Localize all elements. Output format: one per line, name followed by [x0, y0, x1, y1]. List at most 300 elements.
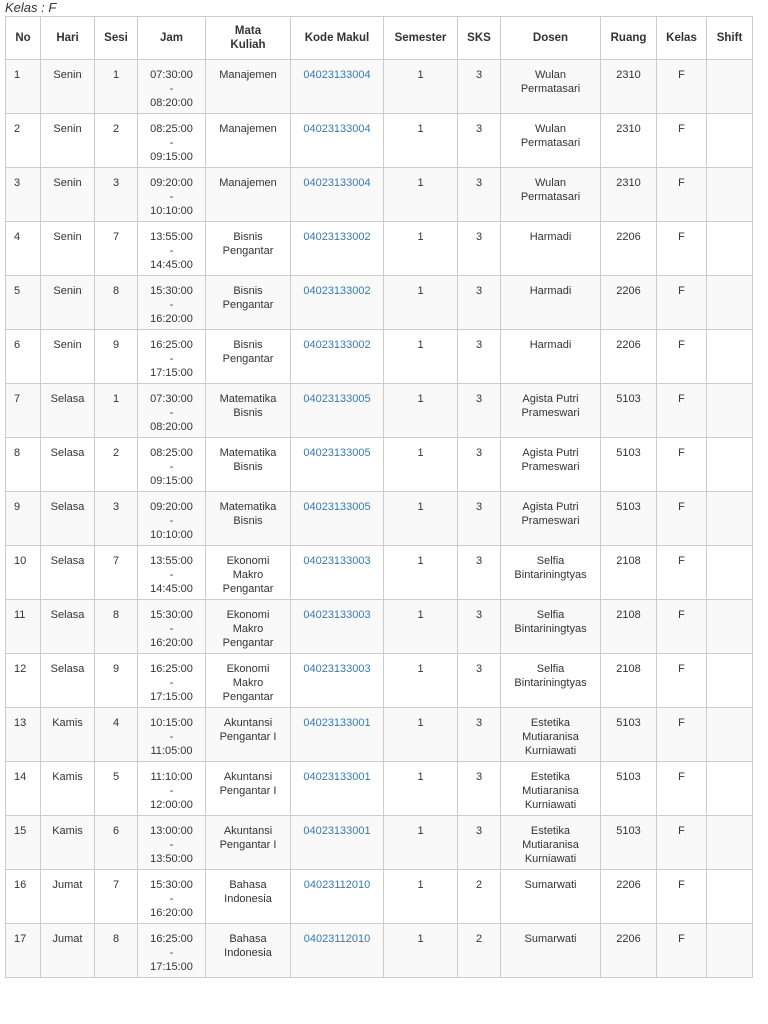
table-row	[6, 762, 753, 816]
table-row	[6, 330, 753, 384]
cell-sesi: 1	[95, 60, 138, 114]
cell-kode-makul	[291, 114, 384, 168]
cell-semester: 1	[384, 708, 458, 762]
cell-kelas: F	[657, 60, 707, 114]
course-code-link[interactable]: 04023133003	[303, 609, 371, 621]
cell-no: 8	[6, 438, 41, 492]
cell-kode-makul	[291, 438, 384, 492]
cell-dosen-line: Estetika	[530, 771, 571, 783]
cell-jam-line: 08:20:00	[150, 97, 193, 109]
cell-mata-kuliah	[206, 222, 291, 276]
cell-mata-kuliah-line: Matematika	[219, 447, 277, 459]
cell-mata-kuliah-line: Pengantar I	[219, 731, 277, 743]
cell-mata-kuliah-line: Ekonomi	[226, 555, 270, 567]
cell-shift	[707, 330, 753, 384]
cell-dosen	[501, 168, 601, 222]
cell-no: 2	[6, 114, 41, 168]
cell-kode-makul	[291, 870, 384, 924]
cell-mata-kuliah-line: Bisnis	[233, 407, 263, 419]
cell-jam-line: 08:20:00	[150, 421, 193, 433]
cell-mata-kuliah-line: Pengantar I	[219, 839, 277, 851]
cell-kode-makul	[291, 492, 384, 546]
cell-ruang: 5103	[601, 816, 657, 870]
cell-dosen	[501, 600, 601, 654]
cell-dosen-line: Agista Putri	[522, 501, 579, 513]
cell-jam-line: -	[169, 299, 174, 311]
cell-jam-line: 15:30:00	[150, 285, 193, 297]
cell-no: 9	[6, 492, 41, 546]
cell-jam-line: -	[169, 83, 174, 95]
header-row	[6, 17, 753, 60]
cell-mata-kuliah-line: Bahasa	[229, 879, 267, 891]
cell-dosen-line: Selfia	[536, 663, 565, 675]
cell-mata-kuliah-line: Ekonomi	[226, 609, 270, 621]
cell-no: 14	[6, 762, 41, 816]
cell-jam-line: 16:25:00	[150, 663, 193, 675]
course-code-link[interactable]: 04023133005	[303, 447, 371, 459]
cell-jam-line: -	[169, 677, 174, 689]
cell-mata-kuliah-line: Matematika	[219, 393, 277, 405]
cell-sks: 2	[458, 924, 501, 978]
table-row	[6, 654, 753, 708]
schedule-body	[6, 60, 753, 978]
cell-jam-line: 16:20:00	[150, 637, 193, 649]
cell-ruang: 5103	[601, 762, 657, 816]
cell-semester: 1	[384, 114, 458, 168]
cell-dosen-line: Prameswari	[521, 461, 580, 473]
course-code-link[interactable]: 04023133001	[303, 771, 371, 783]
cell-hari: Selasa	[41, 600, 95, 654]
header-kode-makul: Kode Makul	[291, 17, 384, 60]
cell-kode-makul	[291, 816, 384, 870]
cell-mata-kuliah-line: Indonesia	[224, 893, 272, 905]
course-code-link[interactable]: 04023133001	[303, 825, 371, 837]
cell-dosen-line: Selfia	[536, 555, 565, 567]
course-code-link[interactable]: 04023133003	[303, 663, 371, 675]
cell-dosen	[501, 222, 601, 276]
cell-sks: 3	[458, 546, 501, 600]
cell-mata-kuliah-line: Makro	[232, 569, 264, 581]
cell-dosen	[501, 708, 601, 762]
cell-mata-kuliah	[206, 708, 291, 762]
cell-jam-line: 07:30:00	[150, 393, 193, 405]
cell-kelas: F	[657, 762, 707, 816]
cell-jam	[138, 330, 206, 384]
cell-jam-line: -	[169, 893, 174, 905]
cell-dosen-line: Kurniawati	[524, 853, 577, 865]
course-code-link[interactable]: 04023133002	[303, 231, 371, 243]
cell-shift	[707, 222, 753, 276]
cell-jam-line: 13:55:00	[150, 555, 193, 567]
cell-shift	[707, 438, 753, 492]
table-row	[6, 114, 753, 168]
cell-sks: 3	[458, 708, 501, 762]
cell-jam	[138, 222, 206, 276]
cell-dosen	[501, 924, 601, 978]
cell-shift	[707, 708, 753, 762]
cell-mata-kuliah-line: Akuntansi	[223, 825, 273, 837]
cell-shift	[707, 168, 753, 222]
cell-dosen	[501, 114, 601, 168]
cell-jam-line: 10:10:00	[150, 205, 193, 217]
cell-sesi: 9	[95, 330, 138, 384]
cell-dosen-line: Agista Putri	[522, 393, 579, 405]
course-code-link[interactable]: 04023133004	[303, 177, 371, 189]
cell-dosen-line: Agista Putri	[522, 447, 579, 459]
cell-hari: Selasa	[41, 546, 95, 600]
header-sesi: Sesi	[95, 17, 138, 60]
cell-sks: 3	[458, 114, 501, 168]
cell-mata-kuliah-line: Akuntansi	[223, 771, 273, 783]
table-row	[6, 222, 753, 276]
course-code-link[interactable]: 04023112010	[303, 879, 371, 891]
cell-mata-kuliah	[206, 384, 291, 438]
cell-ruang: 2310	[601, 60, 657, 114]
table-row	[6, 384, 753, 438]
cell-mata-kuliah-line: Makro	[232, 677, 264, 689]
cell-mata-kuliah	[206, 492, 291, 546]
cell-jam	[138, 276, 206, 330]
cell-semester: 1	[384, 816, 458, 870]
cell-shift	[707, 276, 753, 330]
cell-dosen	[501, 492, 601, 546]
cell-mata-kuliah-line: Bisnis	[233, 461, 263, 473]
course-code-link[interactable]: 04023112010	[303, 933, 371, 945]
cell-dosen-line: Prameswari	[521, 515, 580, 527]
cell-kode-makul	[291, 924, 384, 978]
cell-no: 1	[6, 60, 41, 114]
cell-jam-line: 09:15:00	[150, 475, 193, 487]
cell-no: 6	[6, 330, 41, 384]
cell-jam-line: 11:10:00	[150, 771, 193, 783]
cell-kelas: F	[657, 924, 707, 978]
course-code-link[interactable]: 04023133005	[303, 393, 371, 405]
course-code-link[interactable]: 04023133003	[303, 555, 371, 567]
cell-sesi: 7	[95, 870, 138, 924]
cell-jam-line: 14:45:00	[150, 583, 193, 595]
cell-kelas: F	[657, 600, 707, 654]
cell-shift	[707, 546, 753, 600]
cell-jam-line: 13:50:00	[150, 853, 193, 865]
cell-mata-kuliah	[206, 546, 291, 600]
cell-jam-line: 15:30:00	[150, 879, 193, 891]
cell-hari: Senin	[41, 114, 95, 168]
cell-dosen-line: Harmadi	[529, 231, 572, 243]
cell-shift	[707, 870, 753, 924]
cell-mata-kuliah	[206, 816, 291, 870]
cell-dosen	[501, 654, 601, 708]
table-row	[6, 924, 753, 978]
cell-jam-line: -	[169, 407, 174, 419]
cell-kode-makul	[291, 654, 384, 708]
cell-jam-line: -	[169, 623, 174, 635]
cell-jam-line: -	[169, 137, 174, 149]
cell-jam-line: 12:00:00	[150, 799, 193, 811]
cell-jam-line: 11:05:00	[150, 745, 193, 757]
cell-jam-line: -	[169, 245, 174, 257]
header-hari: Hari	[41, 17, 95, 60]
cell-mata-kuliah-line: Pengantar	[222, 691, 274, 703]
cell-jam-line: 14:45:00	[150, 259, 193, 271]
cell-mata-kuliah	[206, 276, 291, 330]
cell-no: 12	[6, 654, 41, 708]
cell-semester: 1	[384, 492, 458, 546]
cell-dosen-line: Mutiaranisa	[522, 839, 579, 851]
cell-mata-kuliah	[206, 654, 291, 708]
cell-mata-kuliah-line: Matematika	[219, 501, 277, 513]
cell-dosen	[501, 384, 601, 438]
cell-semester: 1	[384, 762, 458, 816]
cell-jam-line: 09:20:00	[150, 501, 193, 513]
cell-jam-line: 17:15:00	[150, 367, 193, 379]
class-caption: Kelas : F	[5, 0, 57, 15]
cell-mata-kuliah-line: Bisnis	[233, 285, 263, 297]
cell-dosen-line: Wulan	[535, 69, 566, 81]
cell-mata-kuliah-line: Indonesia	[224, 947, 272, 959]
cell-shift	[707, 114, 753, 168]
cell-jam	[138, 60, 206, 114]
cell-jam	[138, 762, 206, 816]
cell-hari: Selasa	[41, 492, 95, 546]
cell-jam	[138, 438, 206, 492]
cell-jam-line: 10:15:00	[150, 717, 193, 729]
cell-semester: 1	[384, 438, 458, 492]
header-semester: Semester	[384, 17, 458, 60]
cell-jam	[138, 708, 206, 762]
cell-jam-line: -	[169, 353, 174, 365]
cell-ruang: 2108	[601, 654, 657, 708]
table-row	[6, 816, 753, 870]
cell-kode-makul	[291, 384, 384, 438]
cell-hari: Kamis	[41, 762, 95, 816]
cell-ruang: 2206	[601, 330, 657, 384]
cell-hari: Kamis	[41, 816, 95, 870]
cell-mata-kuliah-line: Manajemen	[219, 123, 277, 135]
cell-kelas: F	[657, 870, 707, 924]
cell-jam	[138, 654, 206, 708]
cell-mata-kuliah-line: Bisnis	[233, 339, 263, 351]
cell-mata-kuliah-line: Bisnis	[233, 231, 263, 243]
cell-no: 16	[6, 870, 41, 924]
cell-dosen-line: Permatasari	[520, 191, 581, 203]
cell-mata-kuliah	[206, 60, 291, 114]
cell-mata-kuliah	[206, 870, 291, 924]
cell-jam-line: 13:55:00	[150, 231, 193, 243]
cell-dosen	[501, 546, 601, 600]
cell-mata-kuliah	[206, 168, 291, 222]
cell-sks: 2	[458, 870, 501, 924]
cell-jam-line: -	[169, 569, 174, 581]
cell-kelas: F	[657, 816, 707, 870]
cell-semester: 1	[384, 546, 458, 600]
course-code-link[interactable]: 04023133002	[303, 285, 371, 297]
cell-kelas: F	[657, 384, 707, 438]
cell-mata-kuliah	[206, 114, 291, 168]
cell-kelas: F	[657, 330, 707, 384]
cell-hari: Senin	[41, 276, 95, 330]
cell-jam-line: 07:30:00	[150, 69, 193, 81]
cell-no: 15	[6, 816, 41, 870]
cell-mata-kuliah-line: Manajemen	[219, 177, 277, 189]
cell-shift	[707, 60, 753, 114]
cell-mata-kuliah	[206, 438, 291, 492]
cell-no: 13	[6, 708, 41, 762]
schedule-table	[5, 16, 753, 978]
cell-hari: Selasa	[41, 654, 95, 708]
cell-no: 7	[6, 384, 41, 438]
header-jam: Jam	[138, 17, 206, 60]
cell-mata-kuliah-line: Pengantar	[222, 583, 274, 595]
cell-shift	[707, 492, 753, 546]
cell-hari: Jumat	[41, 870, 95, 924]
cell-no: 3	[6, 168, 41, 222]
cell-jam-line: 16:20:00	[150, 313, 193, 325]
cell-sks: 3	[458, 168, 501, 222]
cell-jam-line: -	[169, 947, 174, 959]
cell-jam	[138, 384, 206, 438]
cell-jam	[138, 816, 206, 870]
cell-sesi: 1	[95, 384, 138, 438]
cell-semester: 1	[384, 276, 458, 330]
cell-kelas: F	[657, 222, 707, 276]
cell-kelas: F	[657, 438, 707, 492]
cell-sks: 3	[458, 60, 501, 114]
cell-mata-kuliah	[206, 330, 291, 384]
header-sks: SKS	[458, 17, 501, 60]
cell-shift	[707, 924, 753, 978]
cell-dosen	[501, 330, 601, 384]
cell-ruang: 2310	[601, 168, 657, 222]
cell-sesi: 2	[95, 114, 138, 168]
course-code-link[interactable]: 04023133001	[303, 717, 371, 729]
cell-sesi: 4	[95, 708, 138, 762]
cell-kode-makul	[291, 762, 384, 816]
cell-no: 5	[6, 276, 41, 330]
cell-dosen-line: Sumarwati	[524, 879, 577, 891]
cell-mata-kuliah-line: Manajemen	[219, 69, 277, 81]
cell-sesi: 8	[95, 600, 138, 654]
cell-sks: 3	[458, 222, 501, 276]
cell-dosen-line: Wulan	[535, 177, 566, 189]
cell-jam	[138, 114, 206, 168]
cell-hari: Jumat	[41, 924, 95, 978]
cell-kelas: F	[657, 654, 707, 708]
cell-sks: 3	[458, 816, 501, 870]
course-code-link[interactable]: 04023133004	[303, 69, 371, 81]
cell-sesi: 3	[95, 492, 138, 546]
cell-semester: 1	[384, 168, 458, 222]
course-code-link[interactable]: 04023133004	[303, 123, 371, 135]
cell-kode-makul	[291, 276, 384, 330]
cell-dosen	[501, 60, 601, 114]
cell-dosen	[501, 762, 601, 816]
cell-jam-line: -	[169, 731, 174, 743]
cell-no: 4	[6, 222, 41, 276]
cell-mata-kuliah	[206, 924, 291, 978]
cell-kode-makul	[291, 168, 384, 222]
cell-mata-kuliah-line: Pengantar I	[219, 785, 277, 797]
cell-jam-line: 17:15:00	[150, 961, 193, 973]
table-row	[6, 276, 753, 330]
cell-ruang: 2206	[601, 222, 657, 276]
cell-dosen-line: Mutiaranisa	[522, 785, 579, 797]
cell-shift	[707, 600, 753, 654]
cell-mata-kuliah-line: Pengantar	[222, 245, 274, 257]
cell-semester: 1	[384, 600, 458, 654]
cell-dosen-line: Bintariningtyas	[514, 569, 587, 581]
cell-sks: 3	[458, 600, 501, 654]
header-kelas: Kelas	[657, 17, 707, 60]
cell-dosen-line: Estetika	[530, 717, 571, 729]
cell-kelas: F	[657, 276, 707, 330]
cell-kode-makul	[291, 60, 384, 114]
cell-jam-line: 16:25:00	[150, 933, 193, 945]
cell-jam-line: 09:20:00	[150, 177, 193, 189]
header-ruang: Ruang	[601, 17, 657, 60]
cell-hari: Selasa	[41, 438, 95, 492]
cell-sesi: 5	[95, 762, 138, 816]
table-row	[6, 492, 753, 546]
cell-sks: 3	[458, 654, 501, 708]
cell-no: 11	[6, 600, 41, 654]
cell-dosen	[501, 870, 601, 924]
cell-sks: 3	[458, 762, 501, 816]
header-mata-kuliah: Mata Kuliah	[206, 17, 291, 60]
cell-sesi: 7	[95, 546, 138, 600]
cell-sesi: 8	[95, 276, 138, 330]
cell-jam-line: -	[169, 785, 174, 797]
cell-ruang: 2310	[601, 114, 657, 168]
cell-dosen-line: Harmadi	[529, 285, 572, 297]
cell-dosen-line: Permatasari	[520, 137, 581, 149]
cell-semester: 1	[384, 870, 458, 924]
course-code-link[interactable]: 04023133005	[303, 501, 371, 513]
cell-kelas: F	[657, 546, 707, 600]
cell-no: 17	[6, 924, 41, 978]
cell-dosen-line: Bintariningtyas	[514, 623, 587, 635]
cell-mata-kuliah-line: Pengantar	[222, 299, 274, 311]
cell-semester: 1	[384, 924, 458, 978]
cell-jam-line: 16:25:00	[150, 339, 193, 351]
cell-kode-makul	[291, 600, 384, 654]
cell-sks: 3	[458, 438, 501, 492]
cell-jam-line: -	[169, 461, 174, 473]
cell-mata-kuliah-line: Bisnis	[233, 515, 263, 527]
cell-jam-line: -	[169, 515, 174, 527]
cell-ruang: 2108	[601, 600, 657, 654]
cell-dosen-line: Sumarwati	[524, 933, 577, 945]
cell-shift	[707, 654, 753, 708]
course-code-link[interactable]: 04023133002	[303, 339, 371, 351]
cell-dosen-line: Wulan	[535, 123, 566, 135]
cell-jam-line: 08:25:00	[150, 123, 193, 135]
cell-ruang: 2206	[601, 870, 657, 924]
cell-sks: 3	[458, 384, 501, 438]
table-row	[6, 870, 753, 924]
cell-no: 10	[6, 546, 41, 600]
cell-semester: 1	[384, 654, 458, 708]
cell-semester: 1	[384, 330, 458, 384]
cell-mata-kuliah-line: Bahasa	[229, 933, 267, 945]
header-dosen: Dosen	[501, 17, 601, 60]
cell-hari: Kamis	[41, 708, 95, 762]
cell-jam	[138, 492, 206, 546]
cell-dosen-line: Permatasari	[520, 83, 581, 95]
cell-sesi: 8	[95, 924, 138, 978]
cell-dosen-line: Harmadi	[529, 339, 572, 351]
cell-sesi: 6	[95, 816, 138, 870]
cell-shift	[707, 762, 753, 816]
